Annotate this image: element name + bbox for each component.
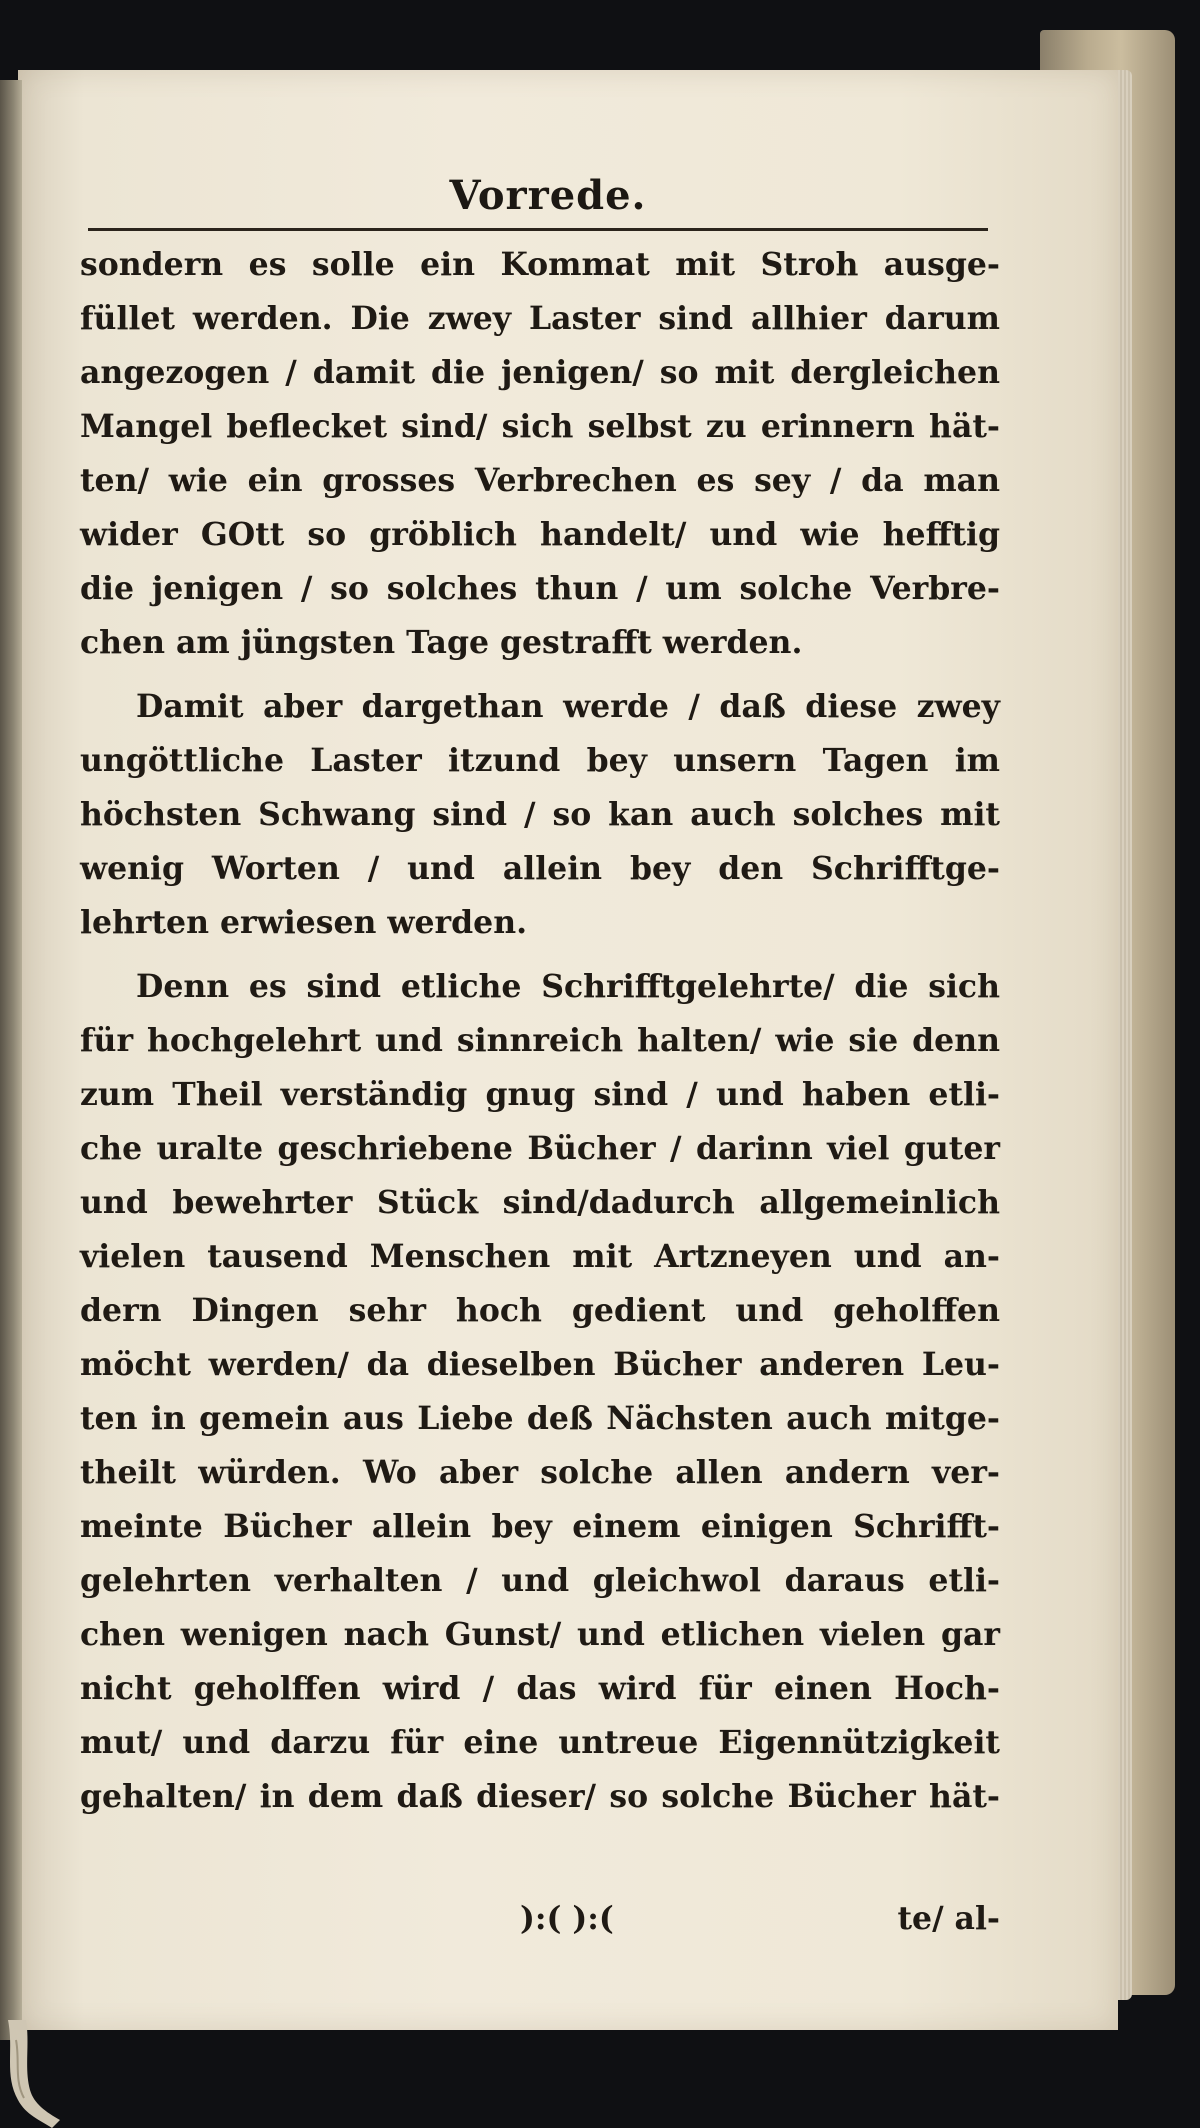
text-line: ten in gemein aus Liebe deß Nächsten auch mitge-: [80, 1400, 1000, 1437]
text-line: angezogen / damit die jenigen/ so mit dergleichen: [80, 354, 1000, 391]
text-line: füllet werden. Die zwey Laster sind allhier darum: [80, 300, 1000, 337]
text-line: für hochgelehrt und sinnreich halten/ wie sie denn: [80, 1022, 1000, 1059]
text-line: und bewehrter Stück sind/dadurch allgemeinlich: [80, 1184, 1000, 1221]
text-line: möcht werden/ da dieselben Bücher anderen Leu-: [80, 1346, 1000, 1383]
running-head: Vorrede.: [449, 172, 647, 219]
text-line: Damit aber dargethan werde / daß diese zwey: [136, 688, 1000, 725]
paragraph: [80, 960, 1000, 1824]
text-line: nicht geholffen wird / das wird für einen Hoch-: [80, 1670, 1000, 1707]
catchword: te/ al-: [897, 1900, 1000, 1937]
ribbon-bookmark: [0, 2020, 70, 2128]
signature-mark: ):( ):(: [520, 1900, 614, 1937]
text-line: Mangel beflecket sind/ sich selbst zu erinnern hät-: [80, 408, 1000, 445]
page-footer: [80, 1896, 1000, 1950]
text-line: lehrten erwiesen werden.: [80, 904, 528, 941]
text-line: mut/ und darzu für eine untreue Eigennützigkeit: [80, 1724, 1000, 1761]
text-line: wider GOtt so gröblich handelt/ und wie hefftig: [80, 516, 1000, 553]
paragraph: [80, 680, 1000, 950]
text-line: meinte Bücher allein bey einem einigen Schrifft-: [80, 1508, 1000, 1545]
text-line: gelehrten verhalten / und gleichwol daraus etli-: [80, 1562, 1000, 1599]
text-line: Denn es sind etliche Schrifftgelehrte/ die sich: [136, 968, 1000, 1005]
text-line: chen wenigen nach Gunst/ und etlichen vielen gar: [80, 1616, 1000, 1653]
book-binding: [0, 80, 22, 2040]
text-line: dern Dingen sehr hoch gedient und geholffen: [80, 1292, 1000, 1329]
paragraph: [80, 238, 1000, 670]
text-line: höchsten Schwang sind / so kan auch solches mit: [80, 796, 1000, 833]
text-line: gehalten/ in dem daß dieser/ so solche Bücher hät-: [80, 1778, 1000, 1815]
page-body: [80, 238, 1000, 1824]
text-line: chen am jüngsten Tage gestrafft werden.: [80, 624, 803, 661]
text-line: vielen tausend Menschen mit Artzneyen und an-: [80, 1238, 1000, 1275]
text-line: theilt würden. Wo aber solche allen andern ver-: [80, 1454, 1000, 1491]
text-line: sondern es solle ein Kommat mit Stroh ausge-: [80, 246, 1000, 283]
text-line: die jenigen / so solches thun / um solche Verbre-: [80, 570, 1000, 607]
header-rule: [88, 228, 988, 231]
book-page: [18, 70, 1118, 2030]
text-line: che uralte geschriebene Bücher / darinn viel guter: [80, 1130, 1000, 1167]
text-line: ten/ wie ein grosses Verbrechen es sey / da man: [80, 462, 1000, 499]
text-line: ungöttliche Laster itzund bey unsern Tagen im: [80, 742, 1000, 779]
text-line: wenig Worten / und allein bey den Schrifftge-: [80, 850, 1000, 887]
text-line: zum Theil verständig gnug sind / und haben etli-: [80, 1076, 1000, 1113]
